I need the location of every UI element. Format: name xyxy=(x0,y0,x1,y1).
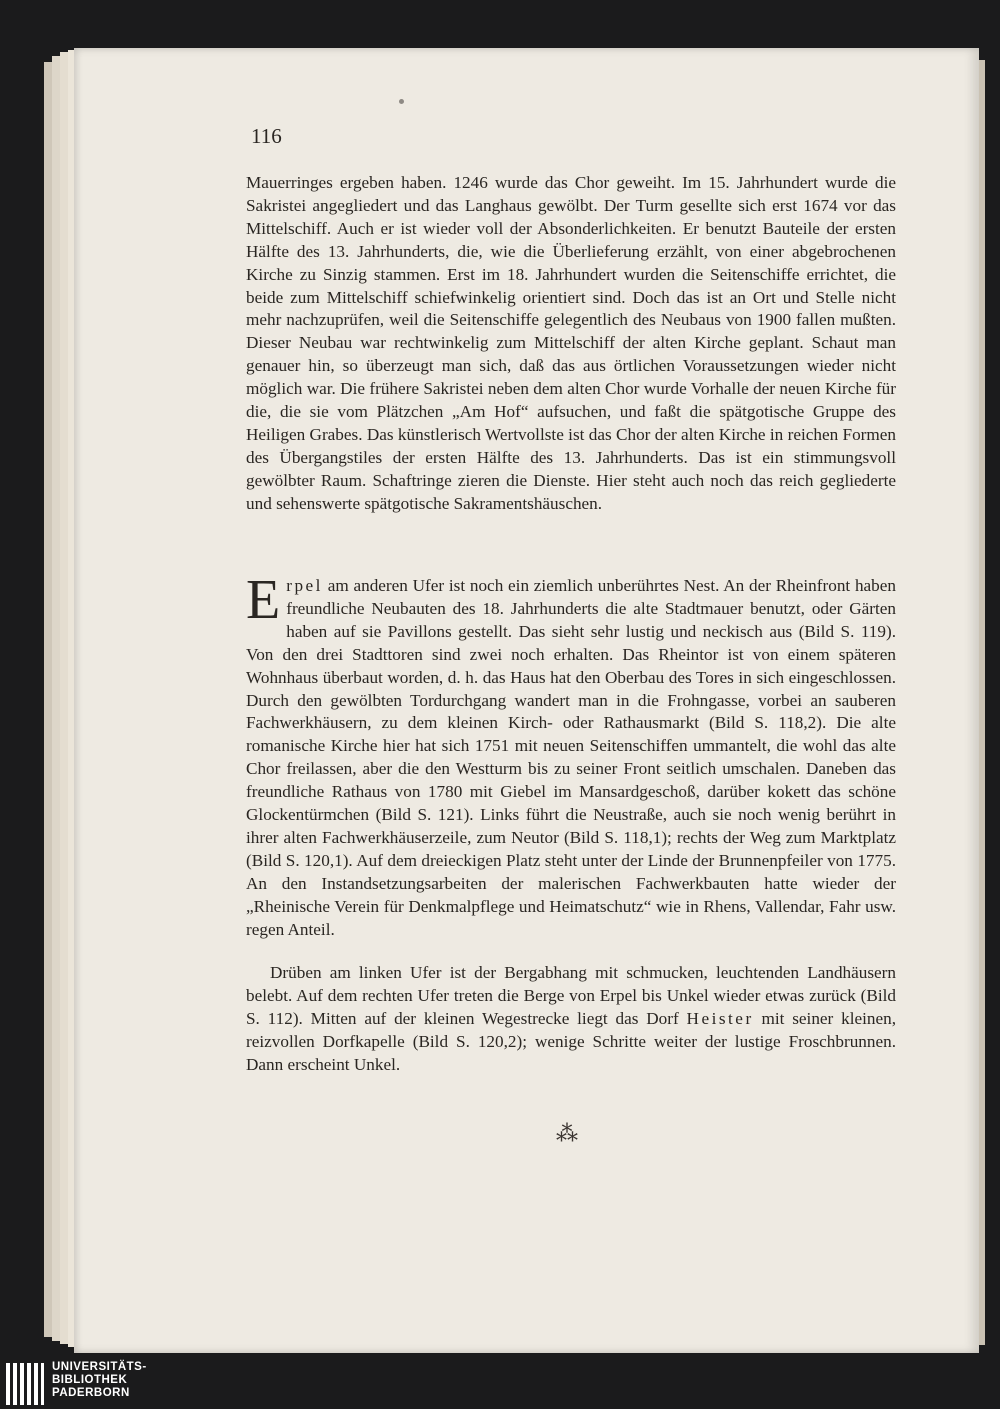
library-line-3: PADERBORN xyxy=(52,1387,130,1399)
drop-cap: E xyxy=(246,569,281,631)
paragraph-1: Mauerringes ergeben haben. 1246 wurde das Chor geweiht. Im 15. Jahrhundert wurde die Sakristei angegliedert und das Langhaus gewölbt. Der Turm gesellte sich erst 1674 vor das Mittelschiff. Auch er ist wieder voll der Absonderlichkeiten. Er benutzt Bauteile der ersten Hälfte des 13. Jahrhunderts, die, wie die Überlieferung erzählt, von einer abgebrochenen Kirche zu Sinzig stammen. Erst im 18. Jahrhundert wurden die Seitenschiffe errichtet, die beide zum Mittelschiff schiefwinkelig orientiert sind. Doch das ist an Ort und Stelle nicht mehr nachzuprüfen, weil die Seitenschiffe gelegentlich des Neubaus von 1900 fallen mußten. Dieser Neubau war rechtwinkelig zum Mittelschiff der alten Kirche geplant. Schaut man genauer hin, so überzeugt man sich, daß das aus örtlichen Voraussetzungen wieder nicht möglich war. Die frühere Sakristei neben dem alten Chor wurde Vorhalle der neuen Kirche für die, die sie vom Plätzchen „Am Hof“ aufsuchen, und faßt die spätgotische Gruppe des Heiligen Grabes. Das künstlerisch Wertvollste ist das Chor der alten Kirche in reichen Formen des Übergangstiles der ersten Hälfte des 13. Jahrhunderts. Das ist ein stimmungsvoll gewölbter Raum. Schaftringe zieren die Dienste. Hier steht auch noch das reich gegliederte und sehenswerte spätgotische Sakramentshäuschen. xyxy=(246,173,896,513)
library-logo xyxy=(0,1355,160,1409)
spaced-word: rpel xyxy=(286,576,323,595)
paragraph-3-text-start: Drüben am linken Ufer ist der Bergabhang mit schmucken, leuchtenden Landhäusern belebt. Auf dem rechten Ufer treten die Berge von Erpel bis Unkel wieder etwas zurück (Bild S. 112). Mitten auf der kleinen Wegestrecke liegt das Dorf xyxy=(246,963,896,1028)
paper-speck xyxy=(399,99,404,104)
page-number: 116 xyxy=(251,124,282,148)
paragraph-3 xyxy=(246,962,896,1077)
spaced-word: Heister xyxy=(686,1008,754,1028)
library-line-1: UNIVERSITÄTS- xyxy=(52,1361,147,1373)
library-logo-icon xyxy=(6,1363,44,1405)
ornament-icon: ⁂ xyxy=(556,1121,578,1146)
library-line-2: BIBLIOTHEK xyxy=(52,1374,128,1386)
paragraph-3-text-end: mit seiner kleinen, reizvollen Dorfkapelle (Bild S. 120,2); wenige Schritte weiter der lustige Froschbrunnen. Dann erscheint Unkel. xyxy=(246,1008,896,1074)
library-logo-text xyxy=(52,1361,147,1400)
paragraph-2 xyxy=(246,569,896,942)
paragraph-2-text: am anderen Ufer ist noch ein ziemlich unberührtes Nest. An der Rheinfront haben freundliche Neubauten des 18. Jahrhunderts die alte Stadtmauer benutzt, oder Gärten haben auf sie Pavillons gestellt. Das sieht sehr lustig und neckisch aus (Bild S. 119). Von den drei Stadttoren sind zwei noch erhalten. Das Rheintor ist von einem späteren Wohnhaus überbaut worden, d. h. das Haus hat den Oberbau des Tores in sich eingeschlossen. Durch den gewölbten Tordurchgang wandert man in die Frohngasse, vorbei an sauberen Fachwerkhäusern, zu dem kleinen Kirch- oder Rathausmarkt (Bild S. 118,2). Die alte romanische Kirche hier hat sich 1751 mit neuen Seitenschiffen ummantelt, die wohl das alte Chor freilassen, aber die den Westturm bis zu seiner Front seitlich umschalen. Daneben das freundliche Rathaus von 1780 mit Giebel im Mansardgeschoß, darüber kokett das schöne Glockentürmchen (Bild S. 121). Links führt die Neustraße, auch sie noch wenig berührt in ihrer alten Fachwerkhäuserzeile, zum Neutor (Bild S. 118,1); rechts der Weg zum Marktplatz (Bild S. 120,1). Auf dem dreieckigen Platz steht unter der Linde der Brunnenpfeiler von 1775. An den Instandsetzungsarbeiten der malerischen Fachwerkbauten hatte wieder der „Rheinische Verein für Denkmalpflege und Heimatschutz“ wie in Rhens, Vallendar, Fahr usw. regen Anteil. xyxy=(246,576,896,939)
